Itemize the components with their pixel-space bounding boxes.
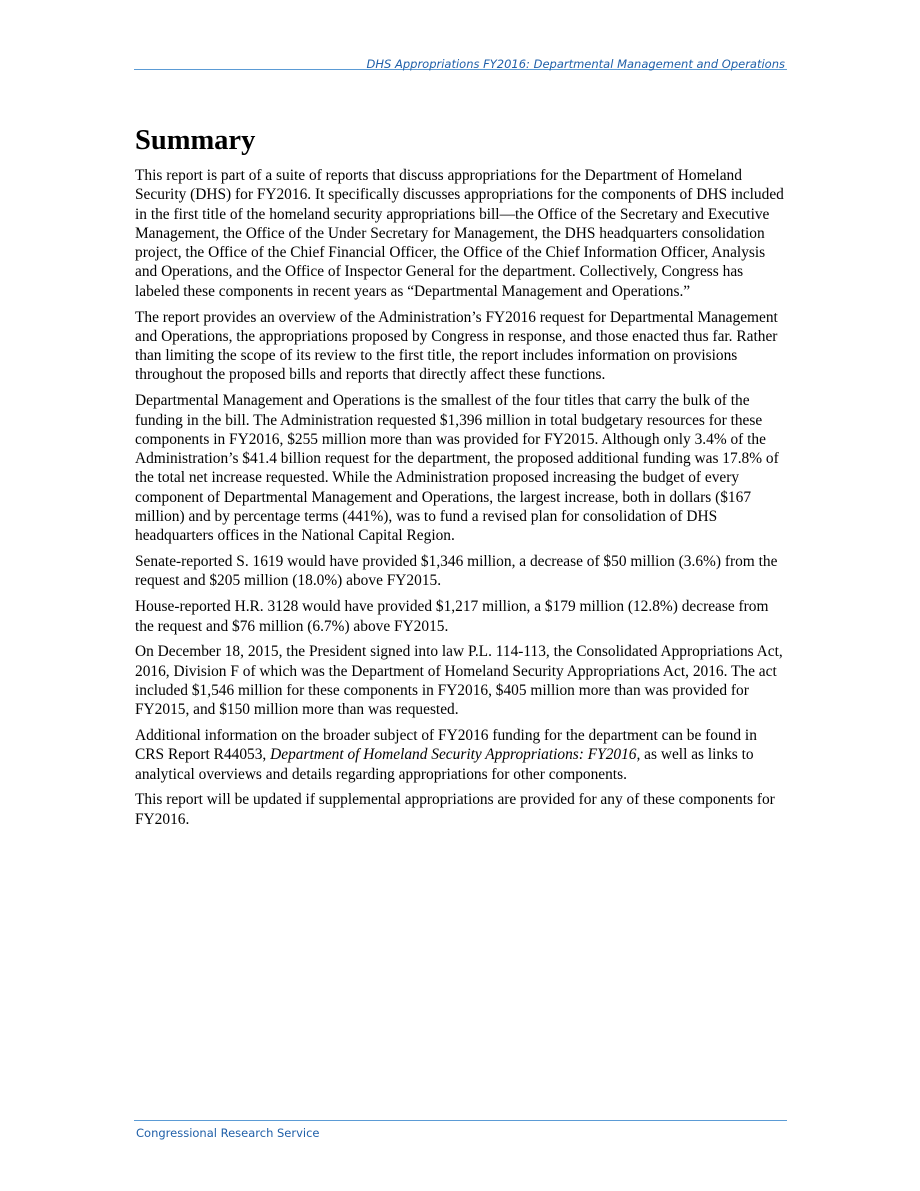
summary-paragraph-8: This report will be updated if supplemental appropriations are provided for any of these components for FY2016. [135,791,775,828]
running-header-title: DHS Appropriations FY2016: Departmental Management and Operations [366,57,785,71]
summary-paragraph-5: House-reported H.R. 3128 would have provided $1,217 million, a $179 million (12.8%) decrease from the request and $76 million (6.7%) above FY2015. [135,598,769,635]
summary-paragraph-7 [135,726,785,784]
summary-paragraph-6: On December 18, 2015, the President signed into law P.L. 114-113, the Consolidated Appropriations Act, 2016, Division F of which was the Department of Homeland Security Appropriations Act, 2016. The act included $1,546 million for these components in FY2016, $405 million more than was provided for FY2015, and $150 million more than was requested. [135,643,783,719]
summary-paragraph-2: The report provides an overview of the Administration’s FY2016 request for Departmental Management and Operations, the appropriations proposed by Congress in response, and those enacted thus far. Rather than limiting the scope of its review to the first title, the report includes information on provisions throughout the proposed bills and reports that directly affect these functions. [135,308,778,384]
p7-text-after: as well as links to analytical overviews and details regarding appropriations for other components. [135,746,754,783]
page-footer [134,1120,787,1142]
summary-section [135,124,785,836]
running-header [134,55,787,70]
summary-heading: Summary [135,125,256,156]
footer-org-name: Congressional Research Service [136,1126,320,1140]
summary-paragraph-4: Senate-reported S. 1619 would have provided $1,346 million, a decrease of $50 million (3.6%) from the request and $205 million (18.0%) above FY2015. [135,553,778,590]
crs-report-title-link: Department of Homeland Security Appropriations: FY2016, [270,746,641,764]
p7-text-before: Additional information on the broader subject of FY2016 funding for the department can be found in CRS Report R44053, [135,727,757,764]
summary-paragraph-3: Departmental Management and Operations is the smallest of the four titles that carry the bulk of the funding in the bill. The Administration requested $1,396 million in total budgetary resources for these components in FY2016, $255 million more than was provided for FY2015. Although only 3.4% of the Administration’s $41.4 billion request for the department, the proposed additional funding was 17.8% of the total net increase requested. While the Administration proposed increasing the budget of every component of Departmental Management and Operations, the largest increase, both in dollars ($167 million) and by percentage terms (441%), was to fund a revised plan for consolidation of DHS headquarters offices in the National Capital Region. [135,392,779,545]
summary-paragraph-1: This report is part of a suite of reports that discuss appropriations for the Department of Homeland Security (DHS) for FY2016. It specifically discusses appropriations for the components of DHS included in the first title of the homeland security appropriations bill—the Office of the Secretary and Executive Management, the Office of the Under Secretary for Management, the DHS headquarters consolidation project, the Office of the Chief Financial Officer, the Office of the Chief Information Officer, Analysis and Operations, and the Office of Inspector General for the department. Collectively, Congress has labeled these components in recent years as “Departmental Management and Operations.” [135,167,784,300]
